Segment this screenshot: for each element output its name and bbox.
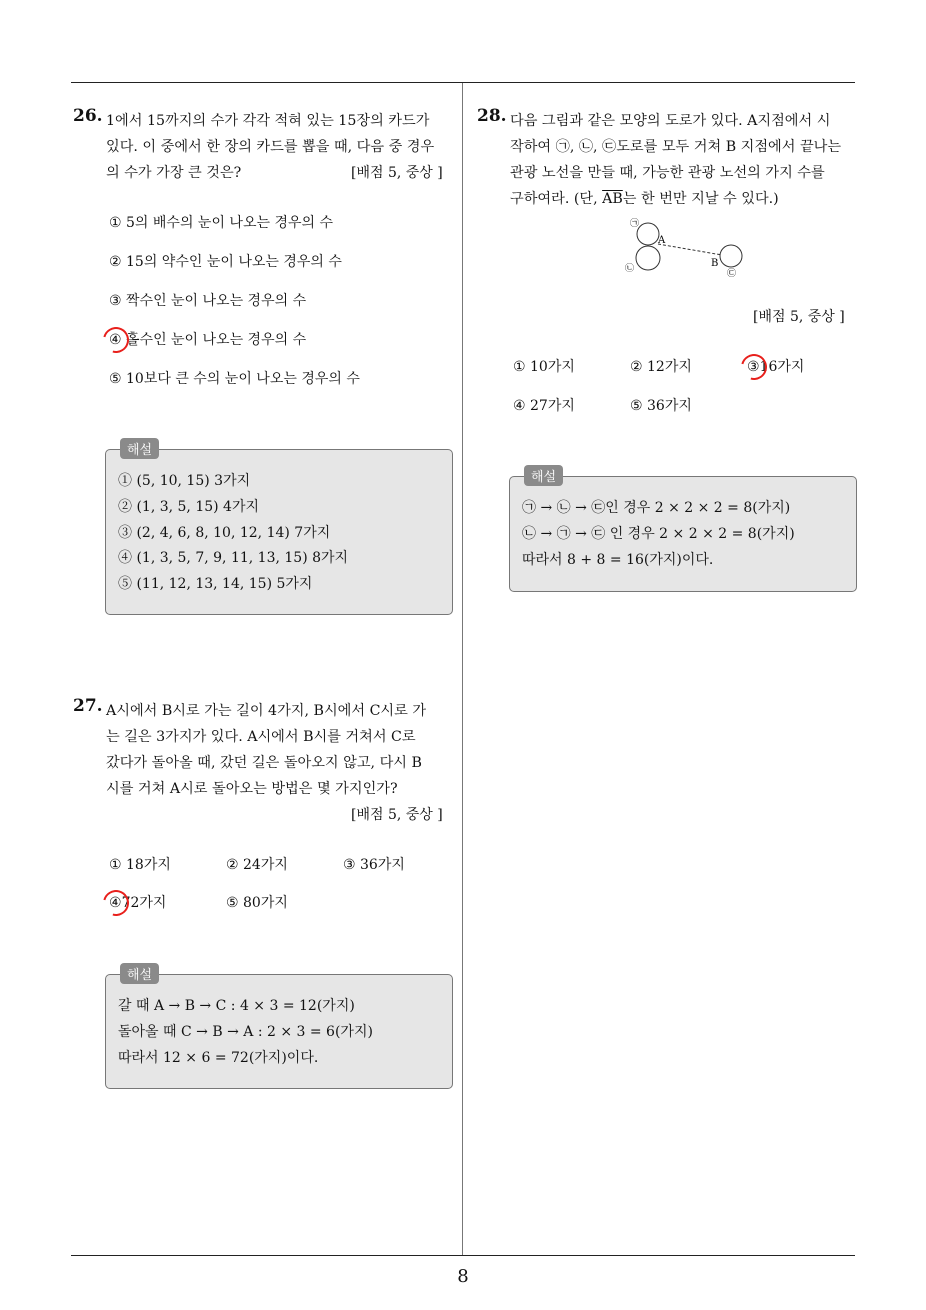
score-label: [배점 5, 중상 ] bbox=[753, 309, 845, 325]
choice-mark: ④ bbox=[109, 895, 122, 911]
question-26 bbox=[73, 106, 458, 626]
choice-mark: ④ bbox=[513, 398, 526, 414]
road-diagram bbox=[622, 214, 752, 284]
choice-text: 36가지 bbox=[647, 398, 692, 414]
score-label: [배점 5, 중상 ] bbox=[351, 807, 443, 823]
choice-text: 홀수인 눈이 나오는 경우의 수 bbox=[126, 332, 307, 348]
choice-mark: ② bbox=[226, 857, 239, 873]
choice-mark: ③ bbox=[747, 359, 760, 375]
road-loop-upper bbox=[637, 223, 659, 245]
question-text bbox=[510, 108, 841, 212]
choice-mark: ⑤ bbox=[226, 895, 239, 911]
question-line: 관광 노선을 만들 때, 가능한 관광 노선의 가지 수를 bbox=[510, 165, 825, 181]
selected-answer-circle bbox=[736, 349, 772, 385]
choice-4[interactable] bbox=[109, 329, 306, 349]
solution-line: 따라서 12 × 6 = 72(가지)이다. bbox=[118, 1050, 319, 1066]
choice-3[interactable] bbox=[343, 854, 405, 874]
selected-answer-circle bbox=[98, 885, 134, 921]
choice-text: 24가지 bbox=[243, 857, 288, 873]
choice-mark: ② bbox=[109, 254, 122, 270]
choice-text: 18가지 bbox=[126, 857, 171, 873]
choice-mark: ③ bbox=[109, 293, 122, 309]
question-text bbox=[106, 698, 426, 802]
question-number: 28. bbox=[477, 106, 507, 126]
solution-tag: 해설 bbox=[120, 438, 159, 459]
choice-text: 10가지 bbox=[530, 359, 575, 375]
question-line: 다음 그림과 같은 모양의 도로가 있다. A지점에서 시 bbox=[510, 113, 831, 129]
solution-box bbox=[105, 968, 453, 1089]
page-number: 8 bbox=[457, 1266, 469, 1287]
question-line: 작하여 ㉠, ㉡, ㉢도로를 모두 거쳐 B 지점에서 끝나는 bbox=[510, 139, 842, 155]
question-line: A시에서 B시로 가는 길이 4가지, B시에서 C시로 가 bbox=[106, 703, 427, 719]
point-b-label: B bbox=[711, 258, 719, 269]
choice-1[interactable] bbox=[513, 356, 575, 376]
choice-mark: ① bbox=[109, 215, 122, 231]
question-line: 1에서 15까지의 수가 각각 적혀 있는 15장의 카드가 bbox=[106, 113, 430, 129]
solution-box bbox=[509, 470, 857, 592]
road-1-label: ㉠ bbox=[630, 219, 640, 229]
choice-text: 짝수인 눈이 나오는 경우의 수 bbox=[126, 293, 307, 309]
choice-text: 15의 약수인 눈이 나오는 경우의 수 bbox=[126, 254, 342, 270]
footer-rule bbox=[71, 1255, 855, 1256]
question-line: 갔다가 돌아올 때, 갔던 길은 돌아오지 않고, 다시 B bbox=[106, 755, 422, 771]
choice-2[interactable] bbox=[630, 356, 692, 376]
choice-2[interactable] bbox=[226, 854, 288, 874]
question-number: 27. bbox=[73, 696, 103, 716]
choice-5[interactable] bbox=[226, 892, 288, 912]
solution-box bbox=[105, 443, 453, 615]
solution-line: ㉡ → ㉠ → ㉢ 인 경우 2 × 2 × 2 = 8(가지) bbox=[522, 526, 795, 542]
question-27 bbox=[73, 696, 458, 1096]
choice-mark: ⑤ bbox=[109, 371, 122, 387]
solution-line: ㉠ → ㉡ → ㉢인 경우 2 × 2 × 2 = 8(가지) bbox=[522, 500, 791, 516]
question-line: 있다. 이 중에서 한 장의 카드를 뽑을 때, 다음 중 경우 bbox=[106, 139, 435, 155]
choice-text: 36가지 bbox=[360, 857, 405, 873]
choice-1[interactable] bbox=[109, 854, 171, 874]
choice-mark: ② bbox=[630, 359, 643, 375]
choice-mark: ③ bbox=[343, 857, 356, 873]
choice-2[interactable] bbox=[109, 251, 342, 271]
question-line: 구하여라. (단, $\overline{AB}$는 한 번만 지날 수 있다.) bbox=[510, 191, 779, 207]
road-ab-dashed bbox=[658, 244, 722, 255]
choice-1[interactable] bbox=[109, 212, 333, 232]
question-line: 는 길은 3가지가 있다. A시에서 B시를 거쳐서 C로 bbox=[106, 729, 416, 745]
choice-text: 10보다 큰 수의 눈이 나오는 경우의 수 bbox=[126, 371, 360, 387]
solution-line: 갈 때 A → B → C : 4 × 3 = 12(가지) bbox=[118, 998, 355, 1014]
solution-line: ⑤ (11, 12, 13, 14, 15) 5가지 bbox=[118, 576, 313, 592]
road-loop-lower bbox=[636, 246, 660, 270]
choice-text: 5의 배수의 눈이 나오는 경우의 수 bbox=[126, 215, 333, 231]
solution-line: ① (5, 10, 15) 3가지 bbox=[118, 473, 251, 489]
choice-mark: ⑤ bbox=[630, 398, 643, 414]
solution-line: 돌아올 때 C → B → A : 2 × 3 = 6(가지) bbox=[118, 1024, 373, 1040]
choice-mark: ① bbox=[109, 857, 122, 873]
score-label: [배점 5, 중상 ] bbox=[351, 165, 443, 181]
column-divider bbox=[462, 83, 463, 1255]
choice-3[interactable] bbox=[109, 290, 306, 310]
choice-mark: ④ bbox=[109, 332, 122, 348]
solution-line: ③ (2, 4, 6, 8, 10, 12, 14) 7가지 bbox=[118, 525, 331, 541]
overline-segment-label: $\overline{AB}$ bbox=[602, 191, 623, 207]
question-line: 시를 거쳐 A시로 돌아오는 방법은 몇 가지인가? bbox=[106, 781, 398, 797]
road-loop-b bbox=[720, 245, 742, 267]
question-28 bbox=[477, 106, 859, 596]
choice-4[interactable] bbox=[513, 395, 575, 415]
road-3-label: ㉢ bbox=[727, 269, 737, 279]
solution-line: ④ (1, 3, 5, 7, 9, 11, 13, 15) 8가지 bbox=[118, 550, 349, 566]
question-number: 26. bbox=[73, 106, 103, 126]
choice-mark: ① bbox=[513, 359, 526, 375]
choice-text: 27가지 bbox=[530, 398, 575, 414]
solution-tag: 해설 bbox=[120, 963, 159, 984]
choice-5[interactable] bbox=[109, 368, 360, 388]
road-2-label: ㉡ bbox=[625, 264, 635, 274]
choice-3[interactable] bbox=[747, 356, 804, 376]
selected-answer-circle bbox=[98, 322, 134, 358]
solution-tag: 해설 bbox=[524, 465, 563, 486]
choice-5[interactable] bbox=[630, 395, 692, 415]
choice-4[interactable] bbox=[109, 892, 166, 912]
choice-text: 72가지 bbox=[121, 895, 167, 911]
question-line: 의 수가 가장 큰 것은? bbox=[106, 165, 242, 181]
header-rule bbox=[71, 82, 855, 83]
choice-text: 12가지 bbox=[647, 359, 692, 375]
choice-text: 80가지 bbox=[243, 895, 288, 911]
solution-line: 따라서 8 + 8 = 16(가지)이다. bbox=[522, 552, 714, 568]
choice-text: 16가지 bbox=[759, 359, 805, 375]
point-a-label: A bbox=[658, 235, 666, 246]
solution-line: ② (1, 3, 5, 15) 4가지 bbox=[118, 499, 260, 515]
